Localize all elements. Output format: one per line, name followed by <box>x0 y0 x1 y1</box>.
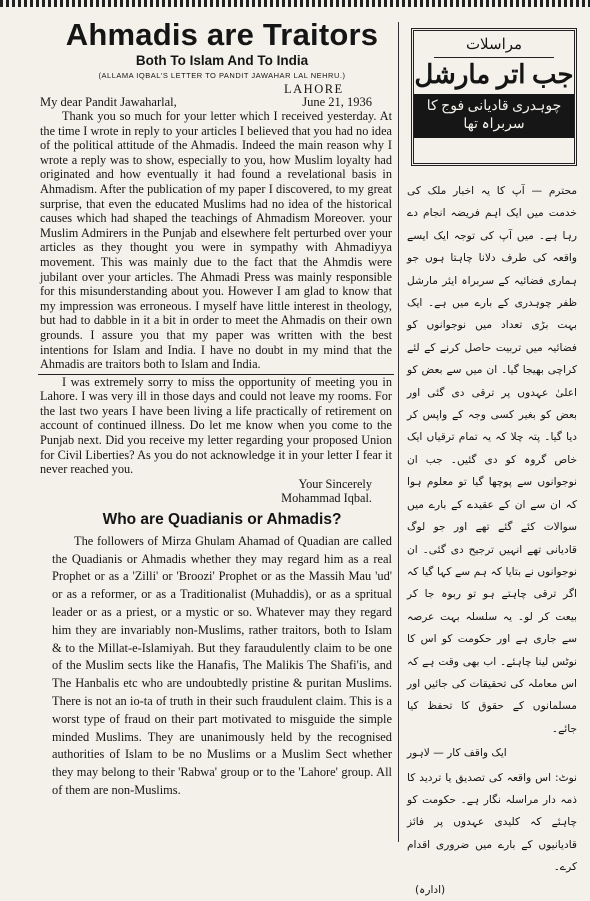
letter-place: LAHORE <box>284 82 344 96</box>
english-column <box>40 12 392 800</box>
urdu-note: نوٹ: اس واقعہ کی تصدیق یا تردید کا ذمہ دار مراسلہ نگار ہے۔ حکومت کو چاہئے کہ کلیدی عہدوں پر فائز قادیانیوں کے بارے میں ضروری اقدام کرے۔ <box>407 771 577 874</box>
essay-paragraph: The followers of Mirza Ghulam Ahamad of Quadian are called the Quadianis or Ahmadis whether they may regard him as a real Prophet or as a 'Zilli' or 'Broozi' Prophet or as the Massih Mau 'ud' or as a reformer, or as a Traditionalist (Muhaddis), or as a spritual leader or as a priest, or a mystic or so. Whatever may they regard him they are invariably non-Muslims, rather traitors, both to Islam & to the Millat-e-Islamiyah. But they faraudulently claim to be one of the Muslim sects like the Hanafis, The Malikis The Shafi'is, and The Hanbalis etc who are undoubtedly pristine & puritan Muslims. There is not an io-ta of truth in their such fraudulent claim. This is a worst type of fraud on their part motivated to misguide the simple minded Muslims. They are unanimously held by the recognised authorities of Islam to be no Muslims or a Muslim Sect whether they may belong to their 'Rabwa' group or to the 'Lahore' group. All of them are non-Muslims. <box>52 533 392 797</box>
urdu-signature: ایک واقف کار — لاہور <box>407 747 507 760</box>
kicker: (ALLAMA IQBAL'S LETTER TO PANDIT JAWAHAR LAL NEHRU.) <box>98 71 346 80</box>
letter-salutation-row <box>40 95 392 109</box>
subheadline: Both To Islam And To India <box>135 53 309 68</box>
urdu-letter-body <box>407 180 577 901</box>
urdu-column-title: مراسلات <box>465 37 523 53</box>
letter-date: June 21, 1936 <box>302 95 372 109</box>
urdu-editor: (ادارہ) <box>415 883 446 896</box>
letter-paragraph: Thank you so much for your letter which I received yesterday. At the time I wrote in reply to your articles I believed that you had no idea of the political attitude of the Ahmadis. Indeed the main reason why I wrote a reply was to show, especially to you, how Muslim loyalty had originated and how eventually it had found a revelational basis in Ahmadism. After the publication of my paper I discovered, to my great surprise, that even the educated Muslims had no idea of the historical causes which had shaped the teachings of Ahmadism Moreover. your Muslim Admirers in the Punjab and elsewhere felt perturbed over your articles as they thought you were in sympathy with Ahmadiyya movement. This was mainly due to the fact that the Ahmdis were jubilant over your articles. The Ahmadi Press was mainly responsible for this misunderstanding about you. However I am glad to know that my impression was erroneous. I myself have little interest in theology, but had to dabble in it a bit in order to meet the Ahmadis on their own grounds. I assure you that my paper was written with the best intentions for Islam and India. I have no doubt in my mind that the Ahmadis are traitors both to Islam and India. <box>40 109 392 372</box>
essay-title: Who are Quadianis or Ahmadis? <box>102 510 342 528</box>
urdu-column <box>398 22 581 896</box>
urdu-body-text: محترم — آپ کا یہ اخبار ملک کی خدمت میں ایک اہم فریضہ انجام دے رہا ہے۔ میں آپ کی توجہ ایک ایسے واقعہ کی طرف دلانا چاہتا ہوں جو ہماری فضائیہ کے سربراہ ایئر مارشل ظفر چوہدری کے بارے میں ہے۔ ایک بہت بڑی تعداد میں نوجوانوں کو فضائیہ میں تربیت حاصل کرنے کے لئے کراچی بھیجا گیا۔ ان میں سے بعض کو اعلیٰ عہدوں پر ترقی دی گئی اور بعض کو بغیر کسی وجہ کے واپس کر دیا گیا۔ پتہ چلا کہ یہ تمام ترقیاں ایک خاص گروہ کو دی گئیں۔ جب ان نوجوانوں سے پوچھا گیا تو معلوم ہوا کہ ان سے ان کے عقیدے کے بارے میں سوالات کئے گئے تھے اور جو لوگ قادیانی تھے انہیں ترجیح دی گئی۔ ان نوجوانوں نے بتایا کہ ہم سے کہا گیا کہ اگر ترقی چاہتے ہو تو ربوہ جا کر بیعت کر لو۔ یہ سلسلہ بہت عرصہ سے جاری ہے اور حکومت کو اس کا نوٹس لینا چاہئے۔ اب بھی وقت ہے کہ اس معاملہ کی تحقیقات کی جائیں اور مسلمانوں کے حقوق کا تحفظ کیا جائے۔ <box>407 185 577 735</box>
headline: Ahmadis are Traitors <box>65 17 379 52</box>
essay <box>52 533 392 800</box>
letter-closing: Your Sincerely <box>298 476 372 491</box>
urdu-headline: جب اتر مارشل <box>414 60 574 89</box>
letter-paragraph: I was extremely sorry to miss the opportunity of meeting you in Lahore. I was very ill in those days and could not leave my rooms. For the last two years I have been living a life practically of retirement on account of continued illness. Do let me know when you come to the Punjab next. Did you receive my letter regarding your proposed Union for Civil Liberties? As you do not acknowledge it in your letter I fear it never reached you. <box>40 374 392 477</box>
iqbal-letter <box>40 82 392 505</box>
top-border-rule <box>0 0 590 7</box>
letter-salutation: My dear Pandit Jawaharlal, <box>40 95 177 109</box>
letter-signature: Mohammad Iqbal. <box>281 490 372 505</box>
urdu-title-rule <box>434 57 554 58</box>
urdu-headline-box <box>411 28 577 166</box>
urdu-subheadline: چوہدری قادیانی فوج کا سربراہ تھا <box>414 94 574 138</box>
